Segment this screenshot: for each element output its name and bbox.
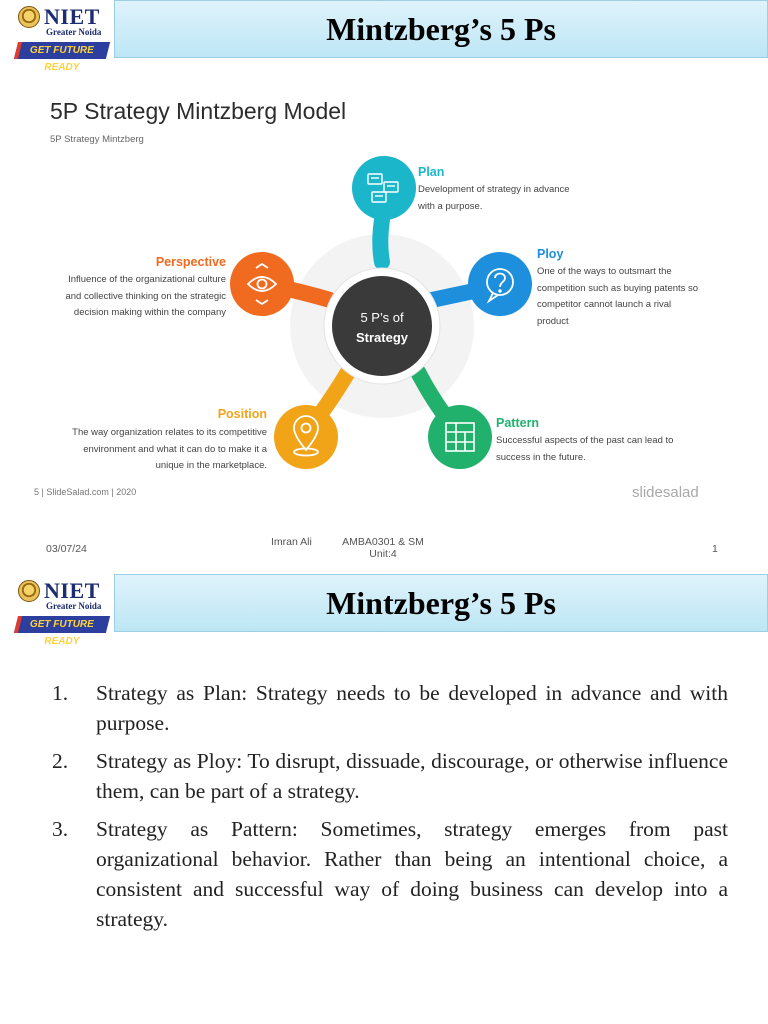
position-description [20,425,267,475]
footer-course-line1: AMBA0301 & SM [342,536,424,548]
footer-page-number: 1 [712,543,718,555]
perspective-description [20,272,226,322]
ploy-desc-line3: competitor cannot launch a rival [537,299,672,310]
center-circle [332,276,432,376]
logo-subtitle: Greater Noida [46,27,102,37]
center-label-line1: 5 P’s of [360,310,404,325]
node-perspective [230,252,294,316]
list-item [52,678,728,738]
logo-tagline-text: GET FUTURE READY [29,45,94,73]
plan-description [418,182,618,215]
list-item-number: 1. [52,681,69,705]
plan-desc-line2: with a purpose. [418,200,483,212]
slide-2 [0,572,768,1024]
footer-author: Imran Ali [271,536,312,548]
list-item [52,746,728,806]
list-item-text: Strategy as Pattern: Sometimes, strategy emerges from past organizational behavior. Rather than being an intentional choice, a consistent and successful way of doing business can develop into a strategy. [96,817,728,931]
footer-date: 03/07/24 [46,543,87,555]
logo-name: NIET [44,4,100,29]
center-label-line2: Strategy [355,330,409,345]
position-desc-line1: The way organization relates to its competitive [72,427,267,438]
pattern-desc-line2: success in the future. [496,451,586,463]
list-item-text: Strategy as Plan: Strategy needs to be developed in advance and with purpose. [96,681,728,735]
ploy-description [537,264,747,330]
niet-logo [10,578,110,647]
position-label: Position [217,407,267,421]
ploy-desc-line2: competition such as buying patents so [537,282,699,294]
strategy-list [52,678,728,942]
infographic-subheading: 5P Strategy Mintzberg [50,134,144,145]
perspective-desc-line3: decision making within the company [73,307,226,318]
logo-tagline-text: GET FUTURE READY [29,619,94,647]
list-item-number: 3. [52,817,69,841]
ploy-desc-line4: product [537,315,569,327]
position-desc-line2: environment and what it can do to make it a [83,443,267,455]
list-item-text: Strategy as Ploy: To disrupt, dissuade, discourage, or otherwise influence them, can be part of a strategy. [96,749,728,803]
plan-desc-line1: Development of strategy in advance [418,184,570,195]
footer-course-line2: Unit:4 [369,548,397,560]
pattern-desc-line1: Successful aspects of the past can lead to [496,435,674,446]
footer-course [338,536,428,560]
perspective-label: Perspective [155,255,226,269]
slide-title: Mintzberg’s 5 Ps [326,585,556,621]
logo-tagline [14,616,110,647]
position-desc-line3: unique in the marketplace. [155,460,267,471]
list-item-number: 2. [52,749,69,773]
logo-name: NIET [44,578,100,603]
ploy-label: Ploy [537,247,564,261]
ploy-desc-line1: One of the ways to outsmart the [537,266,672,277]
plan-label: Plan [418,165,445,179]
slide-title: Mintzberg’s 5 Ps [326,11,556,47]
pattern-label: Pattern [496,416,540,430]
infographic-footer: 5 | SlideSalad.com | 2020 [34,487,137,497]
perspective-desc-line2: and collective thinking on the strategic [65,290,226,302]
slide-title-bar [114,574,768,632]
perspective-desc-line1: Influence of the organizational culture [68,274,226,285]
pattern-description [496,433,726,466]
logo-subtitle: Greater Noida [46,601,102,611]
infographic-heading: 5P Strategy Mintzberg Model [50,98,347,124]
slidesalad-brand: slidesalad [632,484,699,501]
college-seal-icon [18,580,40,602]
node-position [274,405,338,469]
list-item [52,814,728,934]
node-pattern [428,405,492,469]
